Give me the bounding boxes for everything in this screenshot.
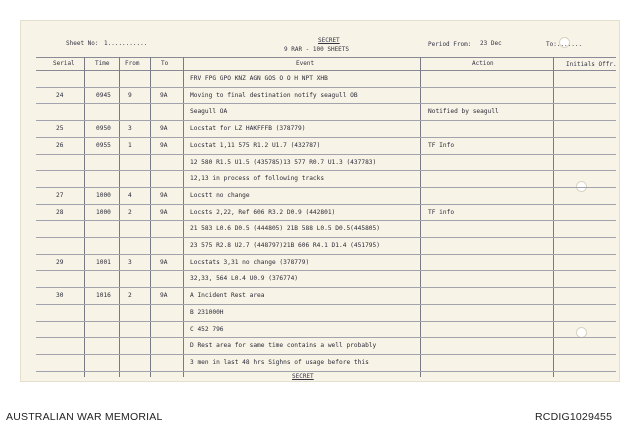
row-rule	[36, 154, 616, 155]
col-event: Event	[296, 60, 315, 67]
cell-action: Notified by seagull	[428, 108, 499, 116]
cell-event: D Rest area for same time contains a well probably	[190, 342, 377, 350]
cell-to: 9A	[160, 292, 168, 300]
row-rule	[36, 87, 616, 88]
cell-from: 2	[128, 208, 132, 216]
header-bottom-rule	[36, 70, 616, 71]
cell-event: 3 men in last 48 hrs Sighns of usage before this	[190, 358, 369, 366]
sheet-number: 1...........	[104, 40, 148, 47]
cell-event: B 231000H	[190, 308, 224, 316]
cell-to: 9A	[160, 91, 168, 99]
footer-source: AUSTRALIAN WAR MEMORIAL	[6, 411, 163, 423]
cell-time: 0955	[96, 141, 111, 149]
cell-event: Locstats 3,31 no change (378779)	[190, 258, 310, 266]
col-action: Action	[472, 60, 494, 67]
row-rule	[36, 170, 616, 171]
cell-to: 9A	[160, 258, 168, 266]
cell-serial: 26	[56, 141, 64, 149]
cell-time: 0945	[96, 91, 111, 99]
row-rule	[36, 337, 616, 338]
row-rule	[36, 137, 616, 138]
row-rule	[36, 103, 616, 104]
cell-event: Locstat for LZ HAKFFFB (378779)	[190, 125, 306, 133]
cell-serial: 29	[56, 258, 64, 266]
row-rule	[36, 187, 616, 188]
cell-event: 12 580 R1.5 U1.5 (435785)13 577 R0.7 U1.3 (437783)	[190, 158, 377, 166]
col-divider	[553, 57, 554, 377]
col-divider	[119, 57, 120, 377]
row-rule	[36, 304, 616, 305]
cell-event: 32,33, 564 L0.4 U0.9 (376774)	[190, 275, 299, 283]
cell-event: Locstat 1,11 575 R1.2 U1.7 (432787)	[190, 141, 321, 149]
col-initials: Initials Offr.	[566, 61, 617, 68]
row-rule	[36, 254, 616, 255]
cell-event: Seagull OA	[190, 108, 228, 116]
header-top-rule	[36, 57, 616, 58]
cell-to: 9A	[160, 141, 168, 149]
classification-bottom: SECRET	[292, 373, 314, 380]
cell-event: A Incident Rest area	[190, 292, 265, 300]
cell-event: Locsts 2,22, Ref 606 R3.2 D0.9 (442801)	[190, 208, 336, 216]
row-rule	[36, 237, 616, 238]
col-from: From	[125, 60, 140, 67]
row-rule	[36, 371, 616, 372]
row-rule	[36, 270, 616, 271]
cell-event: 23 575 R2.8 U2.7 (448797)21B 606 R4.1 D1.4 (451795)	[190, 242, 380, 249]
cell-serial: 27	[56, 191, 64, 199]
cell-to: 9A	[160, 191, 168, 199]
cell-time: 0950	[96, 125, 111, 133]
cell-action: TF Info	[428, 141, 455, 149]
cell-from: 3	[128, 258, 132, 266]
row-rule	[36, 321, 616, 322]
row-rule	[36, 120, 616, 121]
col-serial: Serial	[53, 60, 75, 67]
cell-time: 1000	[96, 191, 111, 199]
row-rule	[36, 287, 616, 288]
col-divider	[150, 57, 151, 377]
col-to: To	[161, 60, 169, 67]
period-value: 23 Dec	[480, 40, 502, 47]
cell-from: 3	[128, 125, 132, 133]
classification-top: SECRET	[318, 37, 340, 44]
cell-event: Moving to final destination notify seagull OB	[190, 91, 358, 99]
col-divider	[183, 57, 184, 377]
cell-from: 1	[128, 141, 132, 149]
unit-line: 9 RAR - 100 SHEETS	[284, 46, 350, 53]
to-label: To:.......	[546, 41, 583, 48]
row-rule	[36, 220, 616, 221]
cell-action: TF info	[428, 208, 455, 216]
cell-event: FRV FPG GPO KNZ AGN GOS O O H NPT XHB	[190, 75, 328, 82]
cell-time: 1000	[96, 208, 111, 216]
cell-serial: 24	[56, 91, 64, 99]
cell-event: 21 583 L0.6 D0.5 (444805) 21B 588 L0.5 D0.5(445805)	[190, 225, 380, 233]
row-rule	[36, 354, 616, 355]
cell-to: 9A	[160, 125, 168, 133]
col-time: Time	[95, 60, 110, 67]
cell-serial: 30	[56, 292, 64, 300]
row-rule	[36, 204, 616, 205]
cell-event: Locstt no change	[190, 191, 250, 199]
cell-serial: 28	[56, 208, 64, 216]
cell-time: 1001	[96, 258, 111, 266]
cell-from: 4	[128, 191, 132, 199]
col-divider	[84, 57, 85, 377]
period-label: Period From:	[428, 41, 472, 48]
cell-event: 12,13 in process of following tracks	[190, 175, 325, 183]
footer-id: RCDIG1029455	[535, 411, 613, 423]
cell-to: 9A	[160, 208, 168, 216]
cell-serial: 25	[56, 125, 64, 133]
cell-from: 2	[128, 292, 132, 300]
cell-event: C 452 796	[190, 325, 224, 333]
col-divider	[420, 57, 421, 377]
cell-time: 1016	[96, 292, 111, 300]
sheet-label: Sheet No:	[66, 40, 99, 47]
cell-from: 9	[128, 91, 132, 99]
